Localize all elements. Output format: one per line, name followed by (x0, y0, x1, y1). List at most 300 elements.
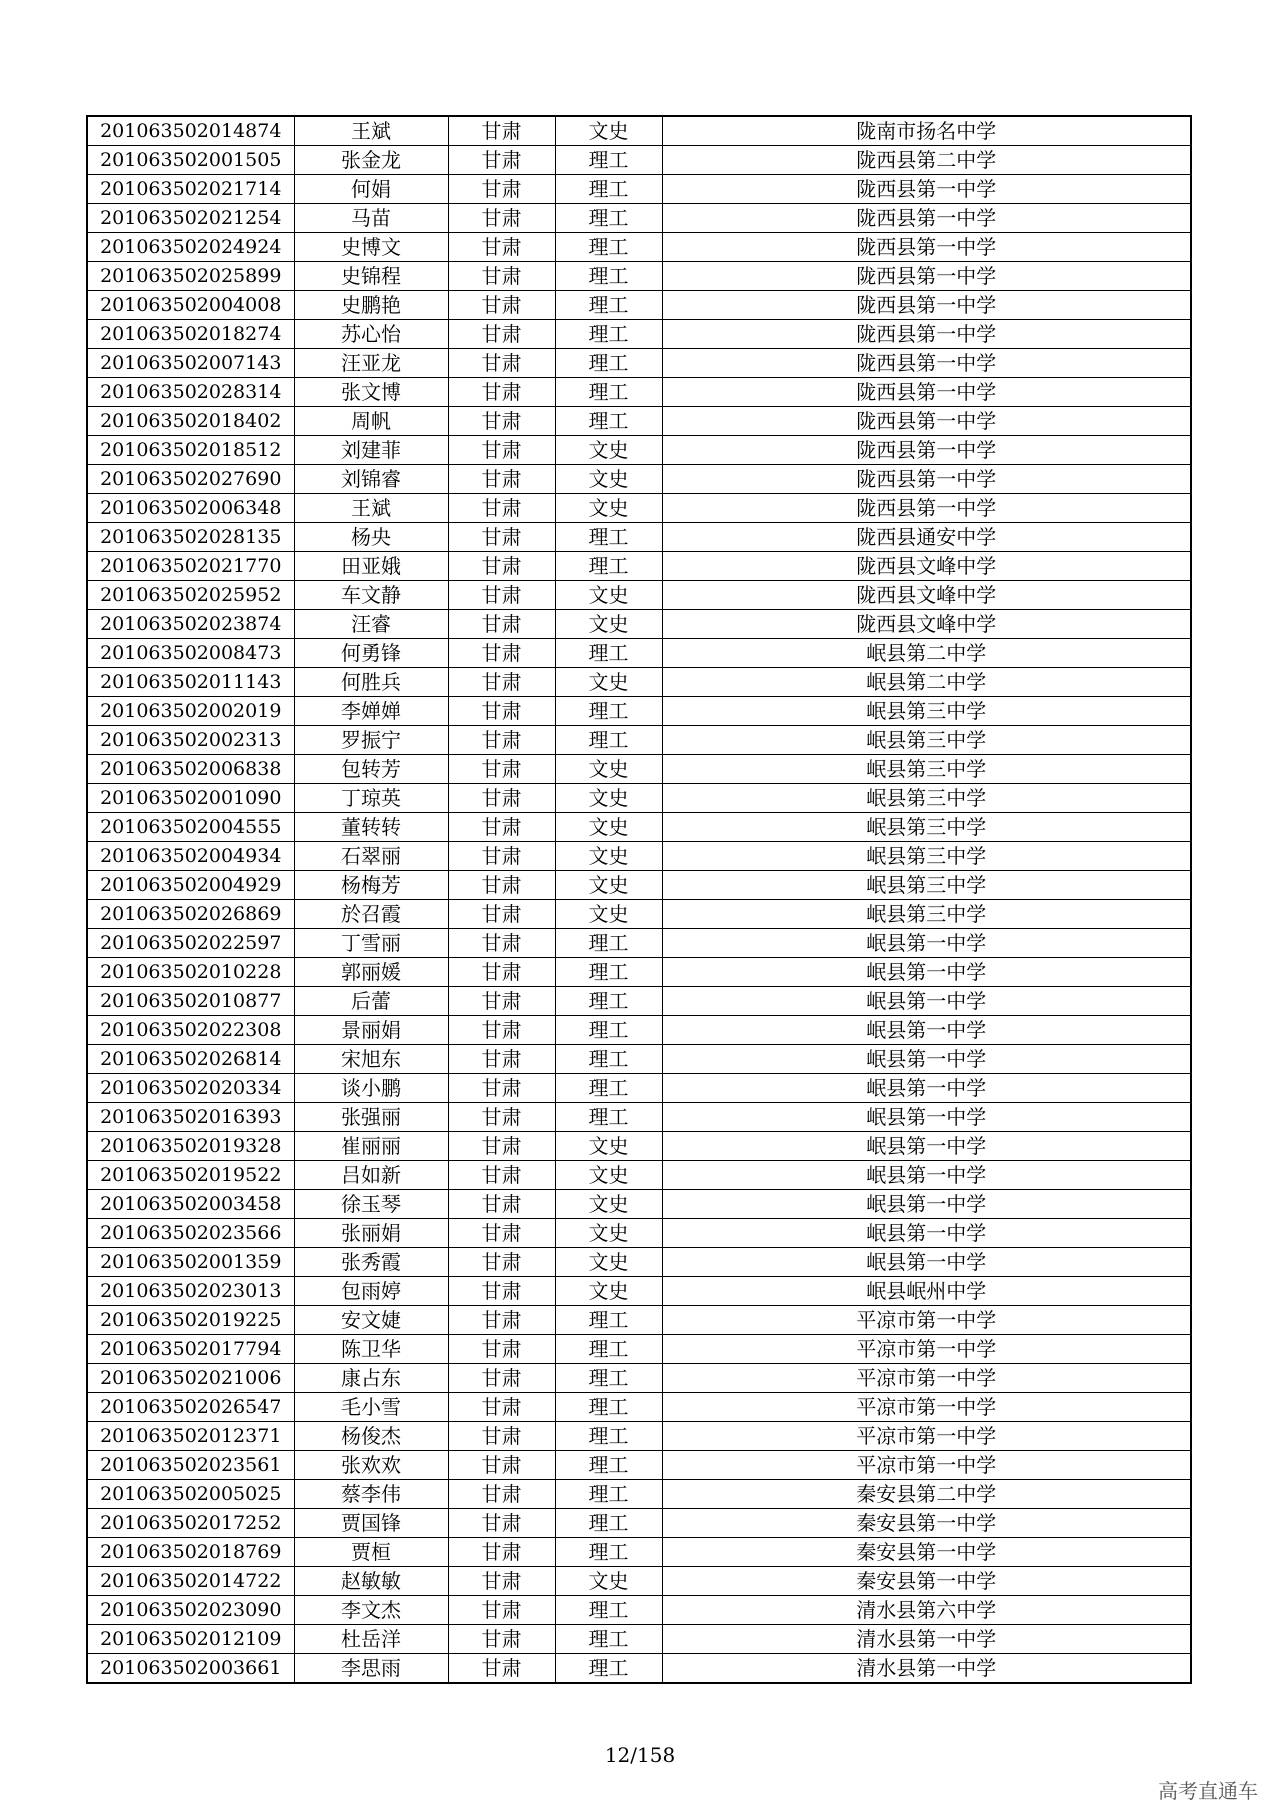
student-name-cell: 王斌 (294, 494, 448, 523)
province-cell: 甘肃 (448, 1103, 555, 1132)
category-cell: 理工 (555, 1306, 662, 1335)
table-row (87, 262, 1191, 291)
category-cell: 文史 (555, 1190, 662, 1219)
category-cell: 理工 (555, 1509, 662, 1538)
student-name-cell: 张秀霞 (294, 1248, 448, 1277)
category-cell: 理工 (555, 204, 662, 233)
table-row (87, 1190, 1191, 1219)
school-cell: 平凉市第一中学 (662, 1451, 1191, 1480)
category-cell: 文史 (555, 1248, 662, 1277)
category-cell: 文史 (555, 784, 662, 813)
province-cell: 甘肃 (448, 1248, 555, 1277)
student-name-cell: 史博文 (294, 233, 448, 262)
table-row (87, 1016, 1191, 1045)
exam-number-cell: 201063502026869 (87, 900, 294, 929)
table-row (87, 146, 1191, 175)
table-row (87, 233, 1191, 262)
exam-number-cell: 201063502001359 (87, 1248, 294, 1277)
school-cell: 岷县第三中学 (662, 755, 1191, 784)
student-name-cell: 董转转 (294, 813, 448, 842)
exam-number-cell: 201063502004555 (87, 813, 294, 842)
school-cell: 陇西县第一中学 (662, 494, 1191, 523)
student-name-cell: 毛小雪 (294, 1393, 448, 1422)
school-cell: 岷县第一中学 (662, 1248, 1191, 1277)
school-cell: 陇西县第一中学 (662, 291, 1191, 320)
student-name-cell: 何勇锋 (294, 639, 448, 668)
category-cell: 文史 (555, 116, 662, 146)
exam-number-cell: 201063502021770 (87, 552, 294, 581)
admission-list-table (86, 115, 1192, 1684)
exam-number-cell: 201063502002313 (87, 726, 294, 755)
category-cell: 理工 (555, 987, 662, 1016)
exam-number-cell: 201063502010877 (87, 987, 294, 1016)
table-row (87, 1451, 1191, 1480)
province-cell: 甘肃 (448, 262, 555, 291)
exam-number-cell: 201063502004934 (87, 842, 294, 871)
school-cell: 陇西县第一中学 (662, 465, 1191, 494)
school-cell: 陇西县第一中学 (662, 378, 1191, 407)
category-cell: 理工 (555, 320, 662, 349)
exam-number-cell: 201063502023561 (87, 1451, 294, 1480)
student-name-cell: 何胜兵 (294, 668, 448, 697)
category-cell: 理工 (555, 1393, 662, 1422)
province-cell: 甘肃 (448, 1277, 555, 1306)
table-row (87, 1277, 1191, 1306)
table-row (87, 116, 1191, 146)
school-cell: 平凉市第一中学 (662, 1335, 1191, 1364)
category-cell: 理工 (555, 1045, 662, 1074)
province-cell: 甘肃 (448, 349, 555, 378)
school-cell: 秦安县第二中学 (662, 1480, 1191, 1509)
school-cell: 岷县第一中学 (662, 987, 1191, 1016)
category-cell: 理工 (555, 1335, 662, 1364)
category-cell: 理工 (555, 523, 662, 552)
province-cell: 甘肃 (448, 494, 555, 523)
school-cell: 岷县第一中学 (662, 1045, 1191, 1074)
school-cell: 陇西县文峰中学 (662, 610, 1191, 639)
province-cell: 甘肃 (448, 581, 555, 610)
province-cell: 甘肃 (448, 697, 555, 726)
exam-number-cell: 201063502017794 (87, 1335, 294, 1364)
school-cell: 平凉市第一中学 (662, 1393, 1191, 1422)
school-cell: 岷县第三中学 (662, 697, 1191, 726)
table-row (87, 697, 1191, 726)
province-cell: 甘肃 (448, 610, 555, 639)
category-cell: 理工 (555, 697, 662, 726)
category-cell: 理工 (555, 1480, 662, 1509)
table-row (87, 1625, 1191, 1654)
category-cell: 文史 (555, 494, 662, 523)
exam-number-cell: 201063502012371 (87, 1422, 294, 1451)
school-cell: 岷县第三中学 (662, 871, 1191, 900)
student-name-cell: 赵敏敏 (294, 1567, 448, 1596)
school-cell: 岷县第三中学 (662, 784, 1191, 813)
table-row (87, 1596, 1191, 1625)
category-cell: 文史 (555, 436, 662, 465)
table-row (87, 1161, 1191, 1190)
student-name-cell: 史鹏艳 (294, 291, 448, 320)
school-cell: 秦安县第一中学 (662, 1567, 1191, 1596)
province-cell: 甘肃 (448, 1509, 555, 1538)
school-cell: 陇西县第一中学 (662, 262, 1191, 291)
table-row (87, 871, 1191, 900)
province-cell: 甘肃 (448, 1596, 555, 1625)
student-name-cell: 於召霞 (294, 900, 448, 929)
student-name-cell: 安文婕 (294, 1306, 448, 1335)
table-row (87, 1480, 1191, 1509)
province-cell: 甘肃 (448, 291, 555, 320)
exam-number-cell: 201063502008473 (87, 639, 294, 668)
province-cell: 甘肃 (448, 1016, 555, 1045)
student-name-cell: 苏心怡 (294, 320, 448, 349)
table-row (87, 639, 1191, 668)
category-cell: 文史 (555, 668, 662, 697)
school-cell: 清水县第一中学 (662, 1654, 1191, 1684)
exam-number-cell: 201063502014874 (87, 116, 294, 146)
table-row (87, 1045, 1191, 1074)
school-cell: 岷县第一中学 (662, 1132, 1191, 1161)
student-name-cell: 杨梅芳 (294, 871, 448, 900)
school-cell: 陇西县第一中学 (662, 436, 1191, 465)
table-row (87, 436, 1191, 465)
exam-number-cell: 201063502022308 (87, 1016, 294, 1045)
exam-number-cell: 201063502017252 (87, 1509, 294, 1538)
table-row (87, 465, 1191, 494)
table-row (87, 842, 1191, 871)
student-name-cell: 宋旭东 (294, 1045, 448, 1074)
category-cell: 理工 (555, 378, 662, 407)
province-cell: 甘肃 (448, 1538, 555, 1567)
student-name-cell: 张丽娟 (294, 1219, 448, 1248)
school-cell: 岷县第一中学 (662, 958, 1191, 987)
school-cell: 岷县第一中学 (662, 1190, 1191, 1219)
table-row (87, 958, 1191, 987)
school-cell: 秦安县第一中学 (662, 1509, 1191, 1538)
category-cell: 理工 (555, 146, 662, 175)
school-cell: 平凉市第一中学 (662, 1364, 1191, 1393)
category-cell: 理工 (555, 1538, 662, 1567)
category-cell: 理工 (555, 1422, 662, 1451)
category-cell: 文史 (555, 755, 662, 784)
exam-number-cell: 201063502028314 (87, 378, 294, 407)
student-name-cell: 张强丽 (294, 1103, 448, 1132)
province-cell: 甘肃 (448, 204, 555, 233)
table-row (87, 1103, 1191, 1132)
table-row (87, 1306, 1191, 1335)
table-row (87, 813, 1191, 842)
school-cell: 平凉市第一中学 (662, 1306, 1191, 1335)
province-cell: 甘肃 (448, 378, 555, 407)
exam-number-cell: 201063502016393 (87, 1103, 294, 1132)
province-cell: 甘肃 (448, 1625, 555, 1654)
table-row (87, 1132, 1191, 1161)
table-row (87, 552, 1191, 581)
school-cell: 平凉市第一中学 (662, 1422, 1191, 1451)
province-cell: 甘肃 (448, 523, 555, 552)
exam-number-cell: 201063502002019 (87, 697, 294, 726)
exam-number-cell: 201063502028135 (87, 523, 294, 552)
province-cell: 甘肃 (448, 929, 555, 958)
student-name-cell: 史锦程 (294, 262, 448, 291)
school-cell: 陇西县文峰中学 (662, 581, 1191, 610)
exam-number-cell: 201063502021254 (87, 204, 294, 233)
province-cell: 甘肃 (448, 900, 555, 929)
table-body (87, 116, 1191, 1683)
student-name-cell: 张金龙 (294, 146, 448, 175)
school-cell: 岷县第三中学 (662, 813, 1191, 842)
table-row (87, 320, 1191, 349)
province-cell: 甘肃 (448, 320, 555, 349)
table-row (87, 929, 1191, 958)
table-row (87, 1654, 1191, 1684)
province-cell: 甘肃 (448, 552, 555, 581)
exam-number-cell: 201063502022597 (87, 929, 294, 958)
province-cell: 甘肃 (448, 1335, 555, 1364)
exam-number-cell: 201063502018769 (87, 1538, 294, 1567)
student-name-cell: 徐玉琴 (294, 1190, 448, 1219)
province-cell: 甘肃 (448, 1364, 555, 1393)
student-name-cell: 李思雨 (294, 1654, 448, 1684)
table-row (87, 1567, 1191, 1596)
exam-number-cell: 201063502023090 (87, 1596, 294, 1625)
student-name-cell: 李婵婵 (294, 697, 448, 726)
table-row (87, 407, 1191, 436)
province-cell: 甘肃 (448, 1219, 555, 1248)
school-cell: 岷县第三中学 (662, 726, 1191, 755)
category-cell: 理工 (555, 552, 662, 581)
province-cell: 甘肃 (448, 842, 555, 871)
province-cell: 甘肃 (448, 1451, 555, 1480)
student-name-cell: 丁琼英 (294, 784, 448, 813)
category-cell: 文史 (555, 1277, 662, 1306)
student-name-cell: 陈卫华 (294, 1335, 448, 1364)
student-name-cell: 贾桓 (294, 1538, 448, 1567)
table-row (87, 1335, 1191, 1364)
table-row (87, 1538, 1191, 1567)
student-name-cell: 王斌 (294, 116, 448, 146)
category-cell: 文史 (555, 1219, 662, 1248)
student-name-cell: 吕如新 (294, 1161, 448, 1190)
category-cell: 文史 (555, 610, 662, 639)
school-cell: 岷县第一中学 (662, 929, 1191, 958)
category-cell: 文史 (555, 1132, 662, 1161)
exam-number-cell: 201063502001505 (87, 146, 294, 175)
category-cell: 理工 (555, 262, 662, 291)
table-row (87, 900, 1191, 929)
table-row (87, 1364, 1191, 1393)
province-cell: 甘肃 (448, 639, 555, 668)
school-cell: 陇西县第二中学 (662, 146, 1191, 175)
category-cell: 理工 (555, 1625, 662, 1654)
exam-number-cell: 201063502003458 (87, 1190, 294, 1219)
category-cell: 理工 (555, 726, 662, 755)
student-name-cell: 杨俊杰 (294, 1422, 448, 1451)
student-name-cell: 罗振宁 (294, 726, 448, 755)
student-name-cell: 贾国锋 (294, 1509, 448, 1538)
province-cell: 甘肃 (448, 668, 555, 697)
table-row (87, 291, 1191, 320)
student-name-cell: 周帆 (294, 407, 448, 436)
table-row (87, 175, 1191, 204)
student-name-cell: 景丽娟 (294, 1016, 448, 1045)
exam-number-cell: 201063502004929 (87, 871, 294, 900)
school-cell: 陇西县通安中学 (662, 523, 1191, 552)
student-name-cell: 张欢欢 (294, 1451, 448, 1480)
table-row (87, 1509, 1191, 1538)
table-row (87, 784, 1191, 813)
province-cell: 甘肃 (448, 1306, 555, 1335)
watermark: 高考直通车 (1158, 1779, 1258, 1803)
school-cell: 秦安县第一中学 (662, 1538, 1191, 1567)
category-cell: 文史 (555, 813, 662, 842)
table-row (87, 523, 1191, 552)
school-cell: 岷县第二中学 (662, 668, 1191, 697)
exam-number-cell: 201063502003661 (87, 1654, 294, 1684)
category-cell: 理工 (555, 1074, 662, 1103)
school-cell: 清水县第一中学 (662, 1625, 1191, 1654)
table-row (87, 1393, 1191, 1422)
student-name-cell: 石翠丽 (294, 842, 448, 871)
category-cell: 理工 (555, 929, 662, 958)
exam-number-cell: 201063502004008 (87, 291, 294, 320)
student-name-cell: 后蕾 (294, 987, 448, 1016)
province-cell: 甘肃 (448, 175, 555, 204)
student-name-cell: 张文博 (294, 378, 448, 407)
student-name-cell: 蔡李伟 (294, 1480, 448, 1509)
school-cell: 岷县第一中学 (662, 1016, 1191, 1045)
category-cell: 文史 (555, 842, 662, 871)
exam-number-cell: 201063502019328 (87, 1132, 294, 1161)
category-cell: 理工 (555, 233, 662, 262)
exam-number-cell: 201063502024924 (87, 233, 294, 262)
table-row (87, 1074, 1191, 1103)
category-cell: 文史 (555, 1161, 662, 1190)
province-cell: 甘肃 (448, 1480, 555, 1509)
category-cell: 理工 (555, 291, 662, 320)
exam-number-cell: 201063502012109 (87, 1625, 294, 1654)
province-cell: 甘肃 (448, 871, 555, 900)
category-cell: 理工 (555, 639, 662, 668)
table-row (87, 726, 1191, 755)
student-name-cell: 汪亚龙 (294, 349, 448, 378)
province-cell: 甘肃 (448, 726, 555, 755)
table-row (87, 1248, 1191, 1277)
exam-number-cell: 201063502021714 (87, 175, 294, 204)
province-cell: 甘肃 (448, 233, 555, 262)
category-cell: 理工 (555, 1364, 662, 1393)
school-cell: 陇西县第一中学 (662, 204, 1191, 233)
category-cell: 文史 (555, 465, 662, 494)
province-cell: 甘肃 (448, 465, 555, 494)
category-cell: 理工 (555, 175, 662, 204)
table-row (87, 349, 1191, 378)
exam-number-cell: 201063502020334 (87, 1074, 294, 1103)
student-name-cell: 郭丽媛 (294, 958, 448, 987)
province-cell: 甘肃 (448, 1422, 555, 1451)
school-cell: 岷县第一中学 (662, 1219, 1191, 1248)
category-cell: 文史 (555, 900, 662, 929)
exam-number-cell: 201063502023566 (87, 1219, 294, 1248)
student-name-cell: 杨央 (294, 523, 448, 552)
category-cell: 理工 (555, 1103, 662, 1132)
school-cell: 陇西县第一中学 (662, 320, 1191, 349)
province-cell: 甘肃 (448, 958, 555, 987)
category-cell: 理工 (555, 1654, 662, 1684)
province-cell: 甘肃 (448, 1161, 555, 1190)
table-row (87, 378, 1191, 407)
exam-number-cell: 201063502023874 (87, 610, 294, 639)
category-cell: 理工 (555, 349, 662, 378)
student-name-cell: 包转芳 (294, 755, 448, 784)
school-cell: 陇西县文峰中学 (662, 552, 1191, 581)
exam-number-cell: 201063502026814 (87, 1045, 294, 1074)
student-name-cell: 谈小鹏 (294, 1074, 448, 1103)
table-row (87, 987, 1191, 1016)
school-cell: 岷县第三中学 (662, 842, 1191, 871)
exam-number-cell: 201063502006348 (87, 494, 294, 523)
table-row (87, 581, 1191, 610)
province-cell: 甘肃 (448, 1393, 555, 1422)
school-cell: 陇西县第一中学 (662, 175, 1191, 204)
province-cell: 甘肃 (448, 813, 555, 842)
exam-number-cell: 201063502018274 (87, 320, 294, 349)
exam-number-cell: 201063502010228 (87, 958, 294, 987)
table-row (87, 755, 1191, 784)
exam-number-cell: 201063502023013 (87, 1277, 294, 1306)
school-cell: 陇西县第一中学 (662, 233, 1191, 262)
table-row (87, 610, 1191, 639)
province-cell: 甘肃 (448, 987, 555, 1016)
category-cell: 文史 (555, 581, 662, 610)
province-cell: 甘肃 (448, 755, 555, 784)
school-cell: 清水县第六中学 (662, 1596, 1191, 1625)
school-cell: 陇南市扬名中学 (662, 116, 1191, 146)
province-cell: 甘肃 (448, 116, 555, 146)
school-cell: 岷县第一中学 (662, 1161, 1191, 1190)
exam-number-cell: 201063502006838 (87, 755, 294, 784)
province-cell: 甘肃 (448, 1654, 555, 1684)
category-cell: 理工 (555, 1016, 662, 1045)
province-cell: 甘肃 (448, 1190, 555, 1219)
student-name-cell: 汪睿 (294, 610, 448, 639)
school-cell: 岷县岷州中学 (662, 1277, 1191, 1306)
exam-number-cell: 201063502027690 (87, 465, 294, 494)
province-cell: 甘肃 (448, 1132, 555, 1161)
exam-number-cell: 201063502005025 (87, 1480, 294, 1509)
student-name-cell: 刘锦睿 (294, 465, 448, 494)
province-cell: 甘肃 (448, 1074, 555, 1103)
exam-number-cell: 201063502007143 (87, 349, 294, 378)
province-cell: 甘肃 (448, 146, 555, 175)
page-number: 12/158 (604, 1743, 676, 1767)
student-name-cell: 马苗 (294, 204, 448, 233)
table-row (87, 1219, 1191, 1248)
school-cell: 岷县第三中学 (662, 900, 1191, 929)
table-row (87, 668, 1191, 697)
student-name-cell: 田亚娥 (294, 552, 448, 581)
exam-number-cell: 201063502026547 (87, 1393, 294, 1422)
category-cell: 理工 (555, 958, 662, 987)
school-cell: 陇西县第一中学 (662, 349, 1191, 378)
school-cell: 岷县第二中学 (662, 639, 1191, 668)
table-row (87, 494, 1191, 523)
category-cell: 文史 (555, 871, 662, 900)
student-name-cell: 包雨婷 (294, 1277, 448, 1306)
school-cell: 岷县第一中学 (662, 1103, 1191, 1132)
exam-number-cell: 201063502025899 (87, 262, 294, 291)
student-name-cell: 崔丽丽 (294, 1132, 448, 1161)
province-cell: 甘肃 (448, 407, 555, 436)
